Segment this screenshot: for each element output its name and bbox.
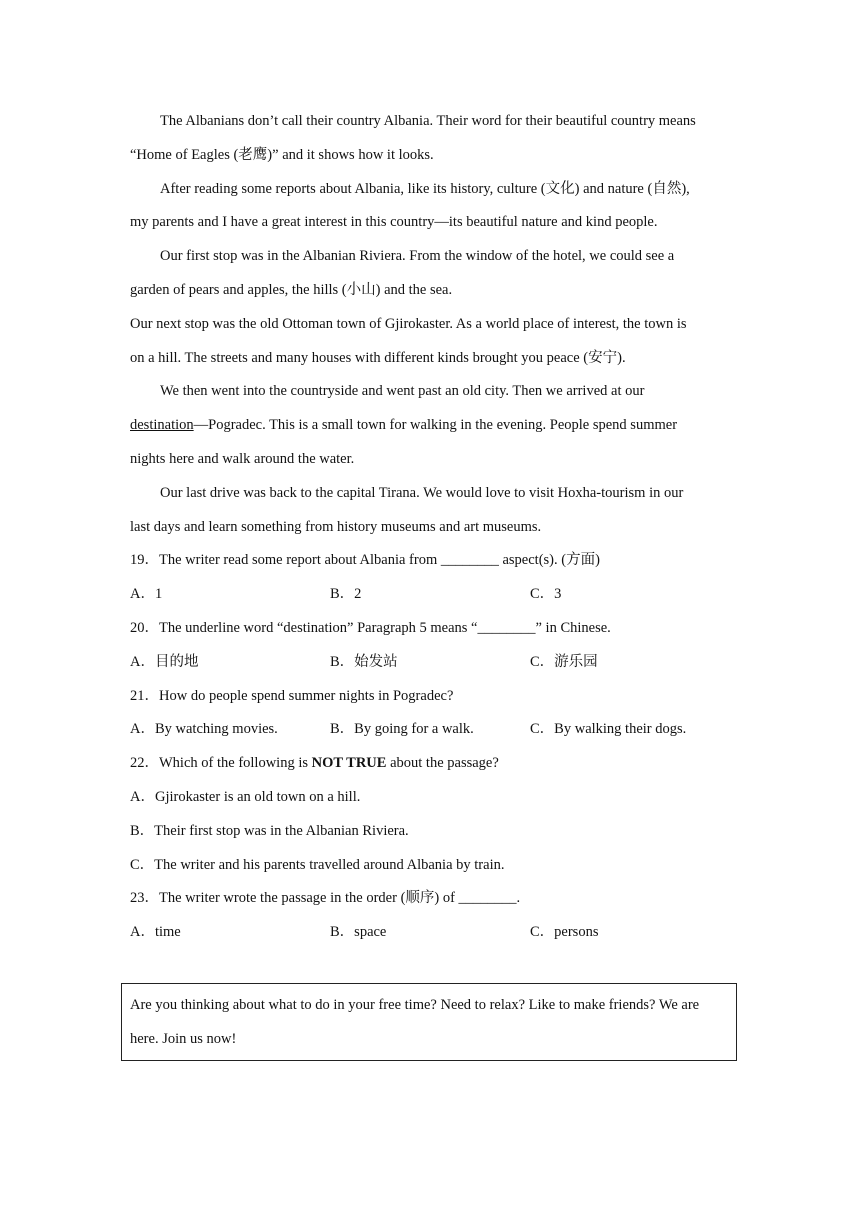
option-c: C．persons xyxy=(530,924,599,941)
passage-line: last days and learn something from history museums and art museums. xyxy=(130,518,542,535)
bordered-text-box xyxy=(121,983,737,1061)
passage-line: my parents and I have a great interest in this country—its beautiful nature and kind people. xyxy=(130,214,658,231)
underlined-word: destination xyxy=(130,417,194,434)
question-stem xyxy=(130,747,730,781)
question-options xyxy=(130,578,730,612)
option-c: C．By walking their dogs. xyxy=(530,721,687,738)
question-stem: 20．The underline word “destination” Paragraph 5 means “________” in Chinese. xyxy=(130,619,611,636)
reading-section xyxy=(130,105,730,950)
option-c: C．3 xyxy=(530,586,562,603)
passage-line: Our next stop was the old Ottoman town of Gjirokaster. As a world place of interest, the town is xyxy=(130,315,687,332)
passage-line: After reading some reports about Albania, like its history, culture (文化) and nature (自然), xyxy=(160,180,690,197)
passage-line: Our first stop was in the Albanian Riviera. From the window of the hotel, we could see a xyxy=(160,248,675,265)
question-stem: 19．The writer read some report about Albania from ________ aspect(s). (方面) xyxy=(130,552,600,569)
option-a: A．By watching movies. xyxy=(130,721,278,738)
passage-line: We then went into the countryside and went past an old city. Then we arrived at our xyxy=(160,383,645,400)
question-options xyxy=(130,713,730,747)
passage-line xyxy=(130,409,730,443)
option-a: A．目的地 xyxy=(130,653,199,670)
passage-line: “Home of Eagles (老鹰)” and it shows how it looks. xyxy=(130,146,434,163)
option-c: C．The writer and his parents travelled around Albania by train. xyxy=(130,856,505,873)
passage-line: The Albanians don’t call their country Albania. Their word for their beautiful country means xyxy=(160,113,696,129)
question-options xyxy=(130,916,730,950)
passage-text: —Pogradec. This is a small town for walking in the evening. People spend summer xyxy=(193,417,678,434)
question-stem: 21．How do people spend summer nights in Pogradec? xyxy=(130,687,454,704)
option-b: B．Their first stop was in the Albanian Riviera. xyxy=(130,822,409,839)
stem-bold: NOT TRUE xyxy=(311,755,387,772)
passage-line: nights here and walk around the water. xyxy=(130,450,355,467)
option-b: B．By going for a walk. xyxy=(330,721,474,738)
option-a: A．1 xyxy=(130,586,163,603)
option-b: B．space xyxy=(330,924,387,941)
passage-line: Our last drive was back to the capital Tirana. We would love to visit Hoxha-tourism in our xyxy=(160,484,684,501)
stem-text: 22．Which of the following is xyxy=(130,755,312,772)
option-a: A．Gjirokaster is an old town on a hill. xyxy=(130,788,361,805)
box-line: Are you thinking about what to do in your free time? Need to relax? Like to make friends? We are xyxy=(130,997,700,1013)
passage-line: garden of pears and apples, the hills (小山) and the sea. xyxy=(130,281,453,298)
question-stem: 23．The writer wrote the passage in the order (顺序) of ________. xyxy=(130,890,521,907)
question-options xyxy=(130,646,730,680)
option-a: A．time xyxy=(130,924,181,941)
passage-line: on a hill. The streets and many houses with different kinds brought you peace (安宁). xyxy=(130,349,626,366)
option-b: B．始发站 xyxy=(330,653,398,670)
option-c: C．游乐园 xyxy=(530,653,598,670)
option-b: B．2 xyxy=(330,586,362,603)
stem-text: about the passage? xyxy=(386,755,499,772)
box-line: here. Join us now! xyxy=(130,1030,237,1047)
